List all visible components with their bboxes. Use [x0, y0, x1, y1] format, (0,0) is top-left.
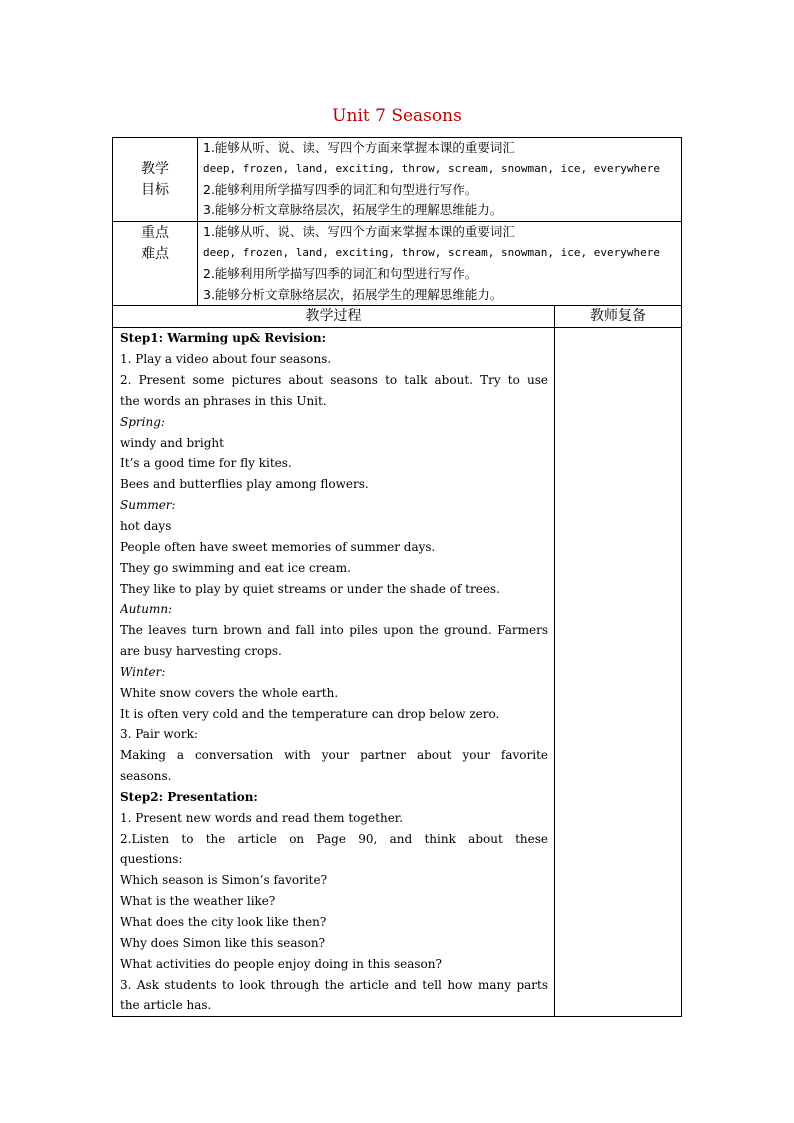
process-line: They like to play by quiet streams or under the shade of trees. — [120, 581, 500, 596]
process-line: 2. Present some pictures about seasons to talk about. Try to use — [120, 373, 548, 388]
page-title: Unit 7 Seasons — [332, 106, 462, 126]
process-line: 2.Listen to the article on Page 90, and think about these — [120, 831, 548, 846]
season-heading: Winter: — [120, 664, 166, 679]
process-line: 3. Ask students to look through the article and tell how many parts — [120, 977, 548, 992]
season-heading: Autumn: — [120, 602, 173, 617]
process-line: windy and bright — [120, 435, 224, 450]
process-line: Making a conversation with your partner about your favorite — [120, 748, 548, 763]
process-line: What activities do people enjoy doing in this season? — [120, 956, 442, 971]
goals-label-2: 目标 — [141, 182, 169, 198]
process-line: People often have sweet memories of summer days. — [120, 539, 436, 554]
goals-row — [113, 138, 682, 222]
teacher-notes-cell — [555, 328, 682, 1017]
process-line: It’s a good time for fly kites. — [120, 456, 292, 471]
process-line: Which season is Simon’s favorite? — [120, 873, 328, 888]
key-points-label-cell — [113, 222, 198, 306]
key-points-content — [198, 222, 682, 306]
process-line: 1. Present new words and read them together. — [120, 810, 404, 825]
goal-line: 1.能够从听、说、读、写四个方面来掌握本课的重要词汇 — [203, 140, 515, 155]
key-point-line: 2.能够利用所学描写四季的词汇和句型进行写作。 — [203, 265, 478, 281]
goal-vocab-line: deep, frozen, land, exciting, throw, scream, snowman, ice, everywhere — [203, 161, 660, 175]
goal-line: 2.能够利用所学描写四季的词汇和句型进行写作。 — [203, 181, 478, 197]
step-heading: Step2: Presentation: — [120, 789, 258, 804]
process-line: It is often very cold and the temperature can drop below zero. — [120, 706, 500, 721]
goals-label-1: 教学 — [141, 161, 169, 177]
key-point-vocab-line: deep, frozen, land, exciting, throw, scream, snowman, ice, everywhere — [203, 245, 660, 259]
process-line: are busy harvesting crops. — [120, 644, 282, 659]
process-line: Bees and butterflies play among flowers. — [120, 477, 369, 492]
process-line: the article has. — [120, 998, 212, 1013]
process-line: Why does Simon like this season? — [120, 935, 326, 950]
season-heading: Summer: — [120, 498, 176, 513]
process-line: What does the city look like then? — [120, 915, 327, 929]
process-line: White snow covers the whole earth. — [120, 685, 339, 700]
teacher-notes-header: 教师复备 — [555, 306, 682, 328]
goals-label-cell — [113, 138, 198, 222]
process-line: questions: — [120, 852, 183, 867]
process-line: 3. Pair work: — [120, 727, 198, 742]
key-points-row — [113, 222, 682, 306]
key-point-line: 3.能够分析文章脉络层次，拓展学生的理解思维能力。 — [203, 286, 503, 302]
process-line: 1. Play a video about four seasons. — [120, 352, 332, 367]
goals-content — [198, 138, 682, 222]
process-line: The leaves turn brown and fall into piles upon the ground. Farmers — [120, 623, 548, 638]
process-row — [113, 328, 682, 1017]
key-points-label-2: 难点 — [141, 246, 169, 263]
season-heading: Spring: — [120, 414, 165, 429]
goal-line: 3.能够分析文章脉络层次，拓展学生的理解思维能力。 — [203, 202, 503, 218]
process-line: What is the weather like? — [120, 894, 276, 909]
process-line: hot days — [120, 518, 172, 533]
process-line: seasons. — [120, 769, 172, 784]
key-points-label-1: 重点 — [141, 225, 169, 242]
lesson-plan-table — [112, 137, 682, 1017]
process-line: the words an phrases in this Unit. — [120, 393, 327, 408]
process-line: They go swimming and eat ice cream. — [120, 560, 351, 575]
process-header: 教学过程 — [113, 306, 555, 328]
step-heading: Step1: Warming up& Revision: — [120, 331, 327, 346]
key-point-line: 1.能够从听、说、读、写四个方面来掌握本课的重要词汇 — [203, 224, 515, 240]
header-row — [113, 306, 682, 328]
process-content — [113, 328, 555, 1017]
